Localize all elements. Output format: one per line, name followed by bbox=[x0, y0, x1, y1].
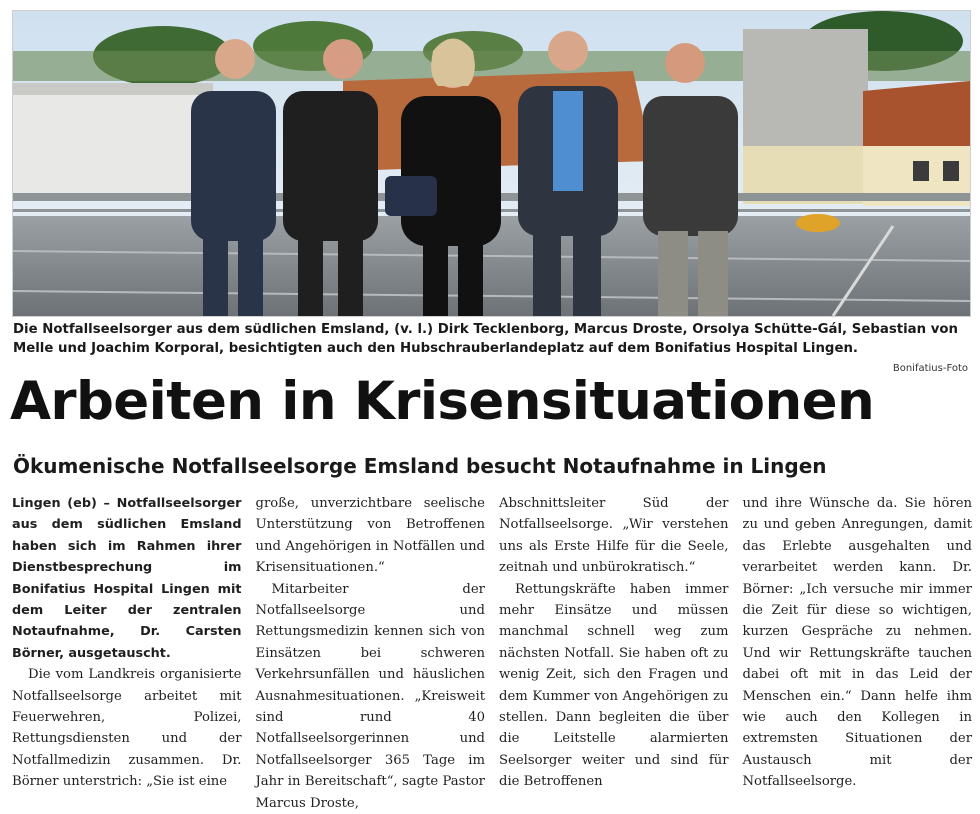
article-paragraph: Die vom Landkreis organisierte Notfallseelsorge arbeitet mit Feuerwehren, Polizei, Rettungsdiensten und der Notfallmedizin zusammen. Dr. Börner unterstrich: „Sie ist eine bbox=[12, 667, 242, 790]
article-paragraph: Mitarbeiter der Notfallseelsorge und Rettungsmedizin kennen sich von Einsätzen bei schweren Verkehrsunfällen und häuslichen Ausnahmesituationen. „Kreisweit sind rund 40 Notfallseelsorgerinnen und Notfallseelsorger 365 Tage im Jahr in Bereitschaft“, sagte Pastor Marcus Droste, bbox=[255, 581, 485, 811]
article-column-4 bbox=[742, 493, 973, 790]
article-paragraph: Rettungskräfte haben immer mehr Einsätze und müssen manchmal schnell weg zum nächsten Notfall. Sie haben oft zu wenig Zeit, sich den Fragen und dem Kummer von Angehörigen zu stellen. Dann begleiten die über die Leitstelle alarmierten Seelsorger weiter und sind für die Betroffenen bbox=[499, 581, 729, 790]
article-photo bbox=[12, 10, 971, 317]
photo-credit: Bonifatius-Foto bbox=[892, 363, 968, 374]
article-paragraph: und ihre Wünsche da. Sie hören zu und geben Anregungen, damit das Erlebte ausgehalten und verarbeitet werden kann. Dr. Börner: „Ich versuche mir immer die Zeit für diese so wichtigen, kurzen Gespräche zu nehmen. Und wir Rettungskräfte tauchen dabei oft mit in das Leid der Menschen ein.“ Dann helfe ihm wie auch den Kollegen in extremsten Situationen der Austausch mit der Notfallseelsorge. bbox=[742, 496, 972, 790]
caption-text: Die Notfallseelsorger aus dem südlichen Emsland, (v. l.) Dirk Tecklenborg, Marcus Droste, Orsolya Schütte-Gál, Sebastian von Melle und Joachim Korporal, besichtigten auch den Hubschrauberlandeplatz auf dem Bonifatius Hospital Lingen. bbox=[13, 322, 958, 356]
article-column-3 bbox=[499, 493, 729, 790]
article-paragraph: Abschnittsleiter Süd der Notfallseelsorge. „Wir verstehen uns als Erste Hilfe für die Seele, zeitnah und unbürokratisch.“ bbox=[499, 496, 729, 576]
photo-illustration bbox=[13, 11, 970, 316]
article-column-1 bbox=[12, 493, 242, 790]
article-paragraph: große, unverzichtbare seelische Unterstützung von Betroffenen und Angehörigen in Notfällen und Krisensituationen.“ bbox=[255, 496, 485, 576]
article-lead: Lingen (eb) – Notfallseelsorger aus dem südlichen Emsland haben sich im Rahmen ihrer Dienstbesprechung im Bonifatius Hospital Lingen mit dem Leiter der zentralen Notaufnahme, Dr. Carsten Börner, ausgetauscht. bbox=[12, 496, 242, 661]
article-column-2 bbox=[255, 493, 486, 811]
headline: Arbeiten in Krisensituationen bbox=[10, 371, 875, 432]
subheadline: Ökumenische Notfallseelsorge Emsland besucht Notaufnahme in Lingen bbox=[13, 454, 827, 478]
article-body bbox=[12, 493, 972, 811]
